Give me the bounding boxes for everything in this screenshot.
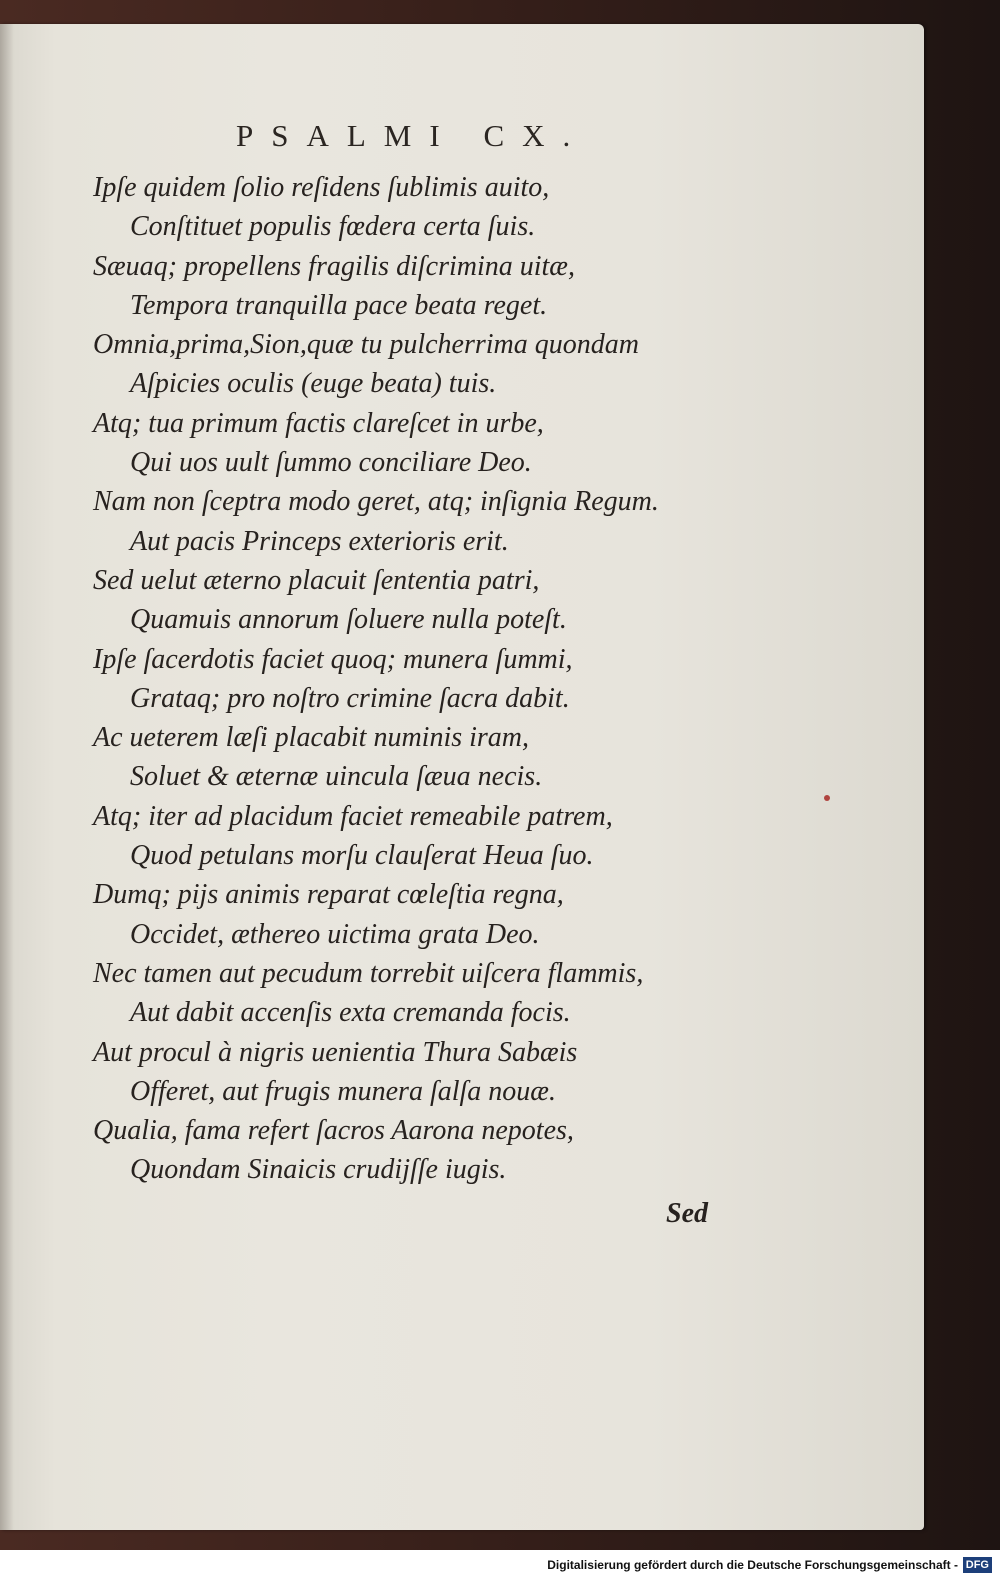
verse-line: Quondam Sinaicis crudijſſe iugis. <box>130 1154 507 1186</box>
verse-line: Grataq; pro noſtro crimine ſacra dabit. <box>130 682 570 714</box>
verse-line: Aut procul à nigris uenientia Thura Sabæis <box>93 1036 578 1068</box>
page-gutter-shadow <box>0 24 14 1530</box>
digitization-footer <box>0 1550 1000 1583</box>
verse-line: Conſtituet populis fœdera certa ſuis. <box>130 211 536 243</box>
catchword: Sed <box>666 1198 708 1229</box>
dfg-logo-icon: DFG <box>963 1557 992 1573</box>
running-head: PSALMI CX. <box>236 118 589 153</box>
ink-spot <box>824 795 830 801</box>
verse-line: Tempora tranquilla pace beata reget. <box>130 289 548 321</box>
verse-line: Soluet & æternæ uincula ſæua necis. <box>130 761 543 793</box>
verse-line: Qualia, fama refert ſacros Aarona nepotes, <box>93 1115 574 1147</box>
verse-line: Ipſe ſacerdotis faciet quoq; munera ſummi, <box>93 643 573 675</box>
verse-line: Offeret, aut frugis munera ſalſa nouæ. <box>130 1075 556 1107</box>
verse-list <box>93 168 783 1190</box>
verse-line: Sæuaq; propellens fragilis diſcrimina uitæ, <box>93 250 575 282</box>
verse-line: Aſpicies oculis (euge beata) tuis. <box>130 368 497 400</box>
verse-line: Atq; iter ad placidum faciet remeabile patrem, <box>93 800 613 832</box>
verse-line: Atq; tua primum factis clareſcet in urbe, <box>93 407 544 439</box>
verse-line: Ipſe quidem ſolio reſidens ſublimis auito, <box>93 172 550 203</box>
verse-line: Qui uos uult ſummo conciliare Deo. <box>130 447 532 479</box>
verse-line: Occidet, æthereo uictima grata Deo. <box>130 918 540 950</box>
verse-line: Aut pacis Princeps exterioris erit. <box>130 525 509 557</box>
verse-line: Dumq; pijs animis reparat cœleſtia regna, <box>93 879 564 911</box>
verse-line: Aut dabit accenſis exta cremanda focis. <box>130 997 571 1029</box>
verse-line: Ac ueterem læſi placabit numinis iram, <box>93 722 530 754</box>
verse-line: Nam non ſceptra modo geret, atq; inſignia Regum. <box>93 486 659 518</box>
verse-line: Sed uelut æterno placuit ſententia patri, <box>93 564 540 596</box>
verse-line: Omnia,prima,Sion,quæ tu pulcherrima quondam <box>93 329 639 361</box>
verse-line: Quod petulans morſu clauſerat Heua ſuo. <box>130 840 594 872</box>
funding-credit: Digitalisierung gefördert durch die Deutsche Forschungsgemeinschaft - <box>547 1558 958 1572</box>
verse-line: Nec tamen aut pecudum torrebit uiſcera flammis, <box>93 957 644 989</box>
verse-line: Quamuis annorum ſoluere nulla poteſt. <box>130 604 567 636</box>
